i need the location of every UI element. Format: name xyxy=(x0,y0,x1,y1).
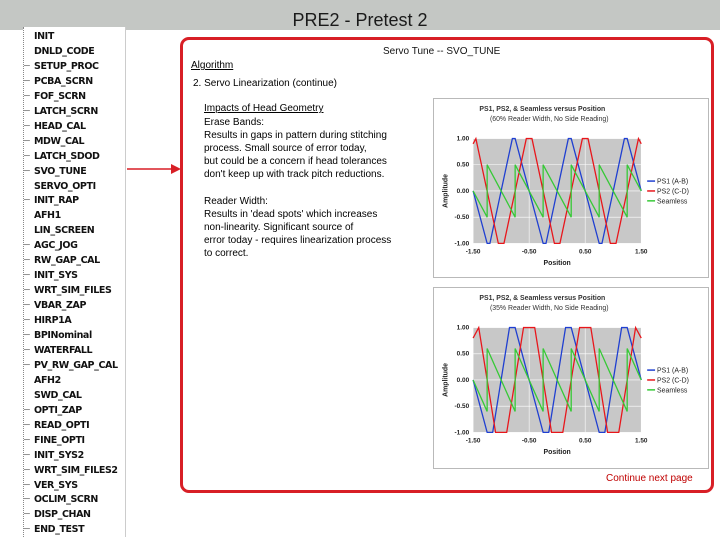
tree-connector-icon: ─ xyxy=(24,75,30,87)
y-tick-label: 0.50 xyxy=(456,350,470,358)
x-axis-label: Position xyxy=(543,260,571,268)
tree-connector-icon: ─ xyxy=(24,344,30,356)
chart-subtitle: (35% Reader Width, No Side Reading) xyxy=(489,304,609,312)
legend-label: PS1 (A-B) xyxy=(657,178,689,186)
x-tick-label: -1.50 xyxy=(465,437,481,445)
tree-item-label: INIT_SYS xyxy=(34,270,78,282)
tree-item-label: VER_SYS xyxy=(34,479,78,491)
tree-item-label: VBAR_ZAP xyxy=(34,300,87,312)
tree-item-label: READ_OPTI xyxy=(34,419,90,431)
tree-item-label: SERVO_OPTI xyxy=(34,180,96,192)
tree-connector-icon: ─ xyxy=(24,315,30,327)
x-tick-label: -0.50 xyxy=(521,437,537,445)
tree-item-label: AGC_JOG xyxy=(34,240,78,252)
tree-item-label: SVO_TUNE xyxy=(34,165,87,177)
algorithm-label: Algorithm xyxy=(191,60,234,71)
erase-bands-line: Results in gaps in pattern during stitching xyxy=(204,130,387,141)
y-tick-label: -1.00 xyxy=(454,429,470,437)
tree-item[interactable] xyxy=(24,165,86,179)
y-tick-label: -0.50 xyxy=(454,214,470,222)
reader-width-line: error today - requires linearization process xyxy=(204,235,392,246)
tree-item[interactable] xyxy=(24,389,82,403)
x-axis-label: Position xyxy=(543,449,571,457)
tree-connector-icon: ─ xyxy=(24,464,30,476)
tree-connector-icon: ─ xyxy=(24,90,30,102)
erase-bands-line: but could be a concern if head tolerances xyxy=(204,156,387,167)
x-tick-label: 0.50 xyxy=(578,248,592,256)
tree-item[interactable] xyxy=(24,254,100,268)
slide-title: PRE2 - Pretest 2 xyxy=(292,10,428,30)
tree-item[interactable] xyxy=(24,493,98,507)
tree-item[interactable] xyxy=(24,404,82,418)
continue-next-page-link[interactable]: Continue next page xyxy=(606,473,693,484)
tree-item[interactable] xyxy=(24,194,79,208)
tree-connector-icon: ─ xyxy=(24,270,30,282)
tree-connector-icon: ─ xyxy=(24,524,30,536)
tree-item-label: BPINominal xyxy=(34,330,92,341)
tree-item-label: SWD_CAL xyxy=(34,389,82,401)
tree-item-label: MDW_CAL xyxy=(34,135,85,147)
tree-connector-icon: ─ xyxy=(24,195,30,207)
tree-connector-icon: ─ xyxy=(24,60,30,72)
reader-width-line: Reader Width: xyxy=(204,196,268,207)
tree-item-label: WRT_SIM_FILES xyxy=(34,285,112,297)
tree-item-label: SETUP_PROC xyxy=(34,60,99,72)
tree-item-label: FINE_OPTI xyxy=(34,434,85,446)
chart-panel-60-reader-width xyxy=(433,98,709,278)
content-heading: Servo Tune -- SVO_TUNE xyxy=(383,46,501,57)
reader-width-line: to correct. xyxy=(204,248,249,259)
tree-item[interactable] xyxy=(24,299,86,313)
x-tick-label: -0.50 xyxy=(521,248,537,256)
tree-item-label: END_TEST xyxy=(34,524,85,536)
legend-label: Seamless xyxy=(657,198,688,206)
tree-item-label: DISP_CHAN xyxy=(34,509,91,521)
tree-item-label: LIN_SCREEN xyxy=(34,225,95,237)
x-tick-label: 0.50 xyxy=(578,437,592,445)
tree-item-label: RW_GAP_CAL xyxy=(34,255,100,267)
tree-connector-icon: ─ xyxy=(24,449,30,461)
chart-subtitle: (60% Reader Width, No Side Reading) xyxy=(489,115,609,123)
y-axis-label: Amplitude xyxy=(442,363,450,397)
line-chart xyxy=(434,99,710,277)
tree-item[interactable] xyxy=(24,180,96,194)
tree-item[interactable] xyxy=(24,284,111,298)
x-tick-label: -1.50 xyxy=(465,248,481,256)
impacts-heading: Impacts of Head Geometry xyxy=(204,103,324,114)
tree-item-label: AFH1 xyxy=(34,210,61,222)
tree-item[interactable] xyxy=(24,60,99,74)
tree-connector-icon: ─ xyxy=(24,120,30,132)
tree-item-label: AFH2 xyxy=(34,374,61,386)
tree-item[interactable] xyxy=(24,105,98,119)
tree-item-label: HEAD_CAL xyxy=(34,120,86,132)
tree-connector-icon: ─ xyxy=(24,240,30,252)
chart-title: PS1, PS2, & Seamless versus Position xyxy=(479,294,606,302)
reader-width-line: non-linearity. Significant source of xyxy=(204,222,354,233)
erase-bands-line: don't keep up with track pitch reductions. xyxy=(204,169,385,180)
tree-connector-icon: ─ xyxy=(24,434,30,446)
tree-connector-icon: ─ xyxy=(24,165,30,177)
erase-bands-line: process. Small source of error today, xyxy=(204,143,367,154)
tree-item-label: WRT_SIM_FILES2 xyxy=(34,464,118,476)
chart-title: PS1, PS2, & Seamless versus Position xyxy=(479,105,606,113)
y-tick-label: 1.00 xyxy=(456,135,470,143)
tree-item-label: HIRP1A xyxy=(34,315,72,327)
legend-label: PS2 (C-D) xyxy=(657,377,689,385)
tree-connector-icon: ─ xyxy=(24,330,30,341)
legend-label: PS1 (A-B) xyxy=(657,367,689,375)
tree-item[interactable] xyxy=(24,150,100,164)
x-tick-label: 1.50 xyxy=(634,248,648,256)
tree-item[interactable] xyxy=(24,479,78,493)
tree-item[interactable] xyxy=(24,90,86,104)
tree-item[interactable] xyxy=(24,75,93,89)
tree-item[interactable] xyxy=(24,30,54,44)
tree-item[interactable] xyxy=(24,449,84,463)
tree-item-label: INIT_RAP xyxy=(34,195,79,207)
tree-connector-icon: ─ xyxy=(24,404,30,416)
y-tick-label: 1.00 xyxy=(456,324,470,332)
y-tick-label: 0.50 xyxy=(456,161,470,169)
legend-label: Seamless xyxy=(657,387,688,395)
tree-connector-icon: ─ xyxy=(24,150,30,162)
legend-label: PS2 (C-D) xyxy=(657,188,689,196)
pointer-arrow-icon xyxy=(127,160,181,178)
y-tick-label: -1.00 xyxy=(454,240,470,248)
process-tree-nav xyxy=(23,27,126,537)
line-chart xyxy=(434,288,710,468)
chart-panel-35-reader-width xyxy=(433,287,709,469)
tree-item[interactable] xyxy=(24,344,92,358)
tree-connector-icon: ─ xyxy=(24,509,30,521)
section-label: 2. Servo Linearization (continue) xyxy=(193,78,337,89)
tree-item[interactable] xyxy=(24,523,84,537)
tree-item[interactable] xyxy=(24,135,84,149)
tree-item[interactable] xyxy=(24,314,71,328)
tree-item-label: INIT xyxy=(34,31,54,42)
y-tick-label: 0.00 xyxy=(456,187,470,195)
tree-item-label: OCLIM_SCRN xyxy=(34,494,98,506)
tree-item[interactable] xyxy=(24,359,118,373)
tree-item[interactable] xyxy=(24,269,78,283)
tree-connector-icon: ─ xyxy=(24,255,30,267)
tree-connector-icon: ─ xyxy=(24,359,30,371)
tree-item-label: PCBA_SCRN xyxy=(34,75,93,87)
tree-item[interactable] xyxy=(24,209,61,223)
tree-connector-icon: ─ xyxy=(24,300,30,312)
tree-item-label: FOF_SCRN xyxy=(34,90,86,102)
tree-item[interactable] xyxy=(24,419,89,433)
tree-connector-icon: ─ xyxy=(24,135,30,147)
tree-connector-icon: ─ xyxy=(24,494,30,506)
reader-width-line: Results in 'dead spots' which increases xyxy=(204,209,378,220)
tree-item[interactable] xyxy=(24,434,85,448)
tree-item[interactable] xyxy=(24,224,94,238)
tree-item[interactable] xyxy=(24,464,118,478)
tree-connector-icon: ─ xyxy=(24,479,30,491)
tree-item[interactable] xyxy=(24,239,77,253)
tree-item-label: OPTI_ZAP xyxy=(34,404,82,416)
y-tick-label: -0.50 xyxy=(454,403,470,411)
tree-item[interactable] xyxy=(24,508,91,522)
tree-item[interactable] xyxy=(24,329,92,343)
tree-item-label: LATCH_SCRN xyxy=(34,105,98,117)
y-tick-label: 0.00 xyxy=(456,376,470,384)
tree-item-label: DNLD_CODE xyxy=(34,45,95,57)
y-axis-label: Amplitude xyxy=(442,174,450,208)
x-tick-label: 1.50 xyxy=(634,437,648,445)
tree-item[interactable] xyxy=(24,120,86,134)
tree-item-label: INIT_SYS2 xyxy=(34,449,84,461)
tree-item-label: LATCH_SDOD xyxy=(34,150,100,162)
tree-connector-icon: ─ xyxy=(24,419,30,431)
tree-item-label: WATERFALL xyxy=(34,344,93,356)
erase-bands-line: Erase Bands: xyxy=(204,117,265,128)
tree-item[interactable] xyxy=(24,374,61,388)
tree-item[interactable] xyxy=(24,45,94,59)
tree-connector-icon: ─ xyxy=(24,105,30,117)
tree-connector-icon: ─ xyxy=(24,285,30,297)
tree-item-label: PV_RW_GAP_CAL xyxy=(34,359,118,371)
